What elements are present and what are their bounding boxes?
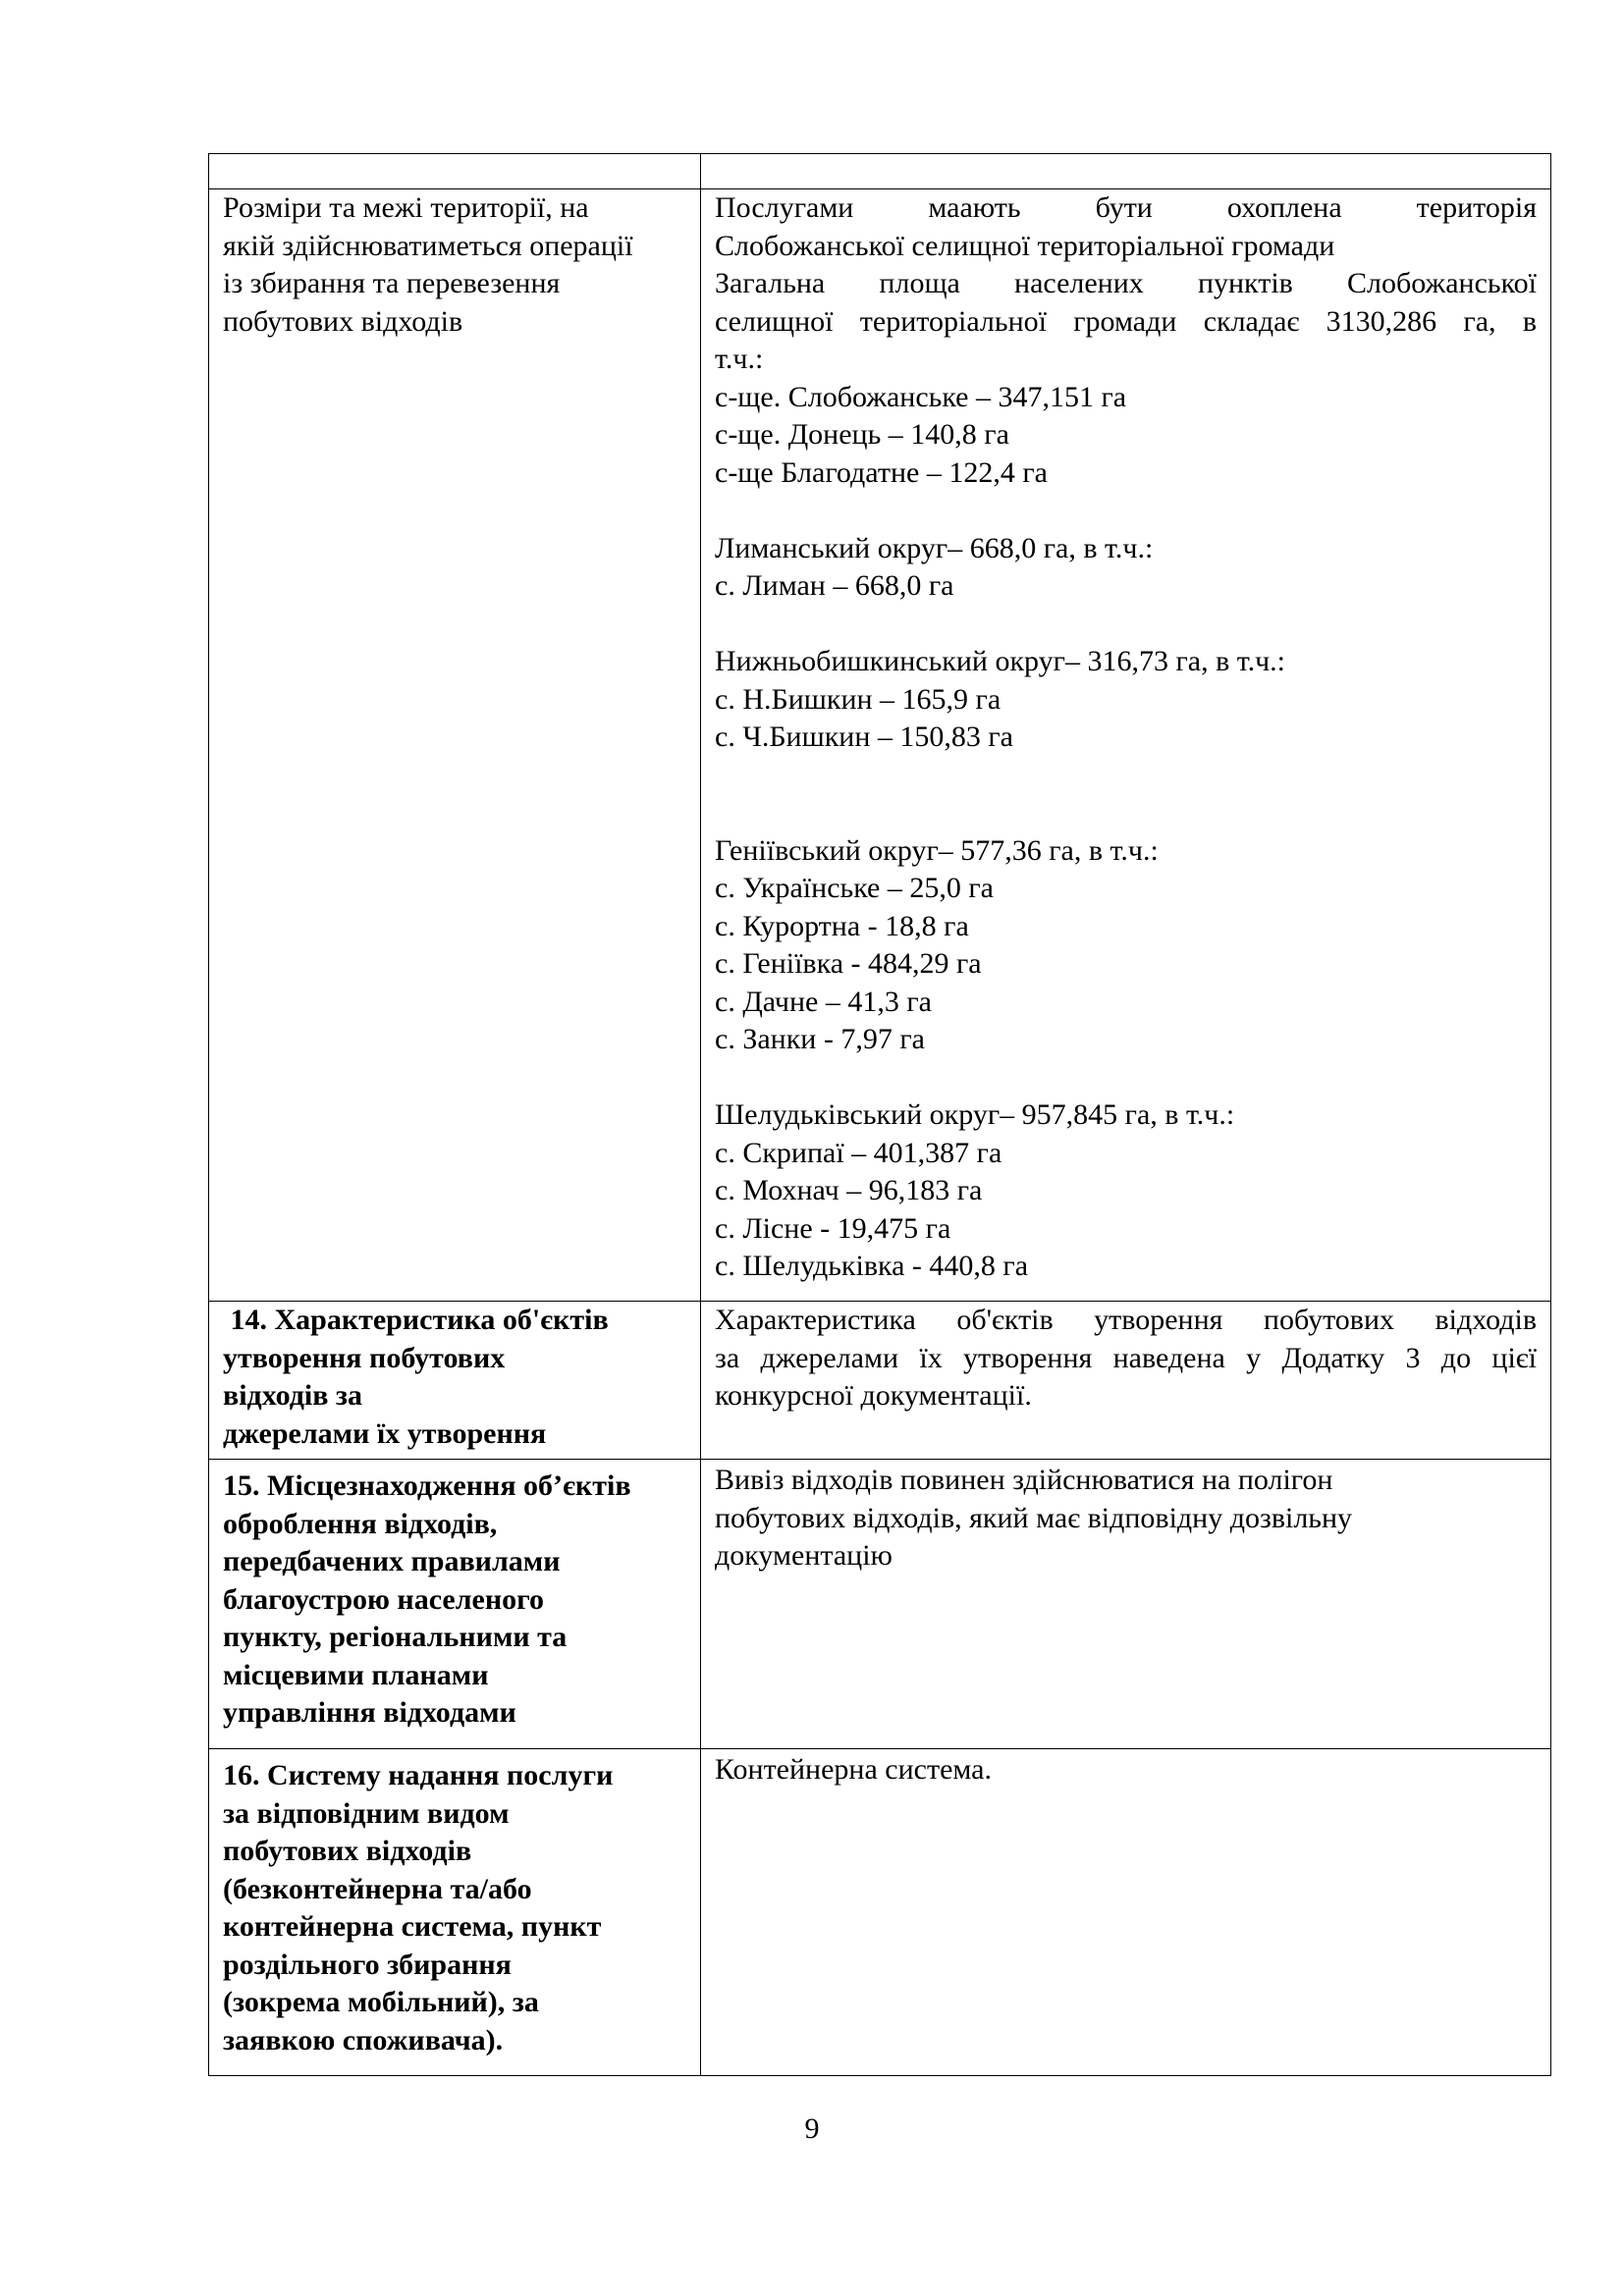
empty-cell-left	[209, 154, 701, 189]
settlement-item: с. Занки - 7,97 га	[715, 1023, 925, 1055]
settlement-item: с. Українське – 25,0 га	[715, 872, 994, 904]
row-14-label-line: джерелами їх утворення	[223, 1416, 547, 1450]
territory-total-line: селищної територіальної громади складає 3130,286 га, в	[715, 304, 1537, 338]
row-15-value-cell	[701, 1460, 1551, 1749]
row-14	[209, 1302, 1551, 1460]
row-15-label-line: управління відходами	[223, 1696, 516, 1729]
row-15-label-line: місцевими планами	[223, 1658, 489, 1691]
row-16-label-line: 16. Систему надання послуги	[223, 1759, 614, 1791]
row-16-text: Контейнерна система.	[715, 1753, 992, 1786]
territory-label-line: якій здійснюватиметься операції	[223, 229, 633, 262]
settlement-item: с. Дачне – 41,3 га	[715, 985, 932, 1018]
row-15-label-line: благоустрою населеного	[223, 1582, 545, 1616]
settlement-item: с. Курортна - 18,8 га	[715, 909, 969, 942]
settlement-item: с. Мохнач – 96,183 га	[715, 1174, 983, 1206]
settlement-item: с. Скрипаї – 401,387 га	[715, 1136, 1002, 1169]
settlement-item: с. Лісне - 19,475 га	[715, 1211, 951, 1245]
row-15-label-line: передбачених правилами	[223, 1545, 561, 1577]
settlement-item: с. Ч.Бишкин – 150,83 га	[715, 721, 1013, 753]
settlement-item: с. Геніївка - 484,29 га	[715, 947, 982, 980]
row-15-text-line: побутових відходів, який має відповідну дозвільну	[715, 1501, 1353, 1534]
row-14-label-line: 14. Характеристика об'єктів	[223, 1304, 609, 1336]
row-15-text-line: документацію	[715, 1539, 893, 1572]
settlement-item: с. Шелудьківка - 440,8 га	[715, 1250, 1029, 1282]
territory-total-line: т.ч.:	[715, 343, 764, 375]
territory-intro-line: Слобожанської селищної територіальної громади	[715, 229, 1335, 262]
district-header: Нижньобишкинський округ– 316,73 га, в т.ч.:	[715, 645, 1286, 677]
requirements-table	[208, 153, 1551, 2076]
territory-label-line: побутових відходів	[223, 304, 463, 338]
row-14-label-cell	[209, 1302, 701, 1460]
page-number: 9	[804, 2112, 820, 2145]
row-14-value-cell	[701, 1302, 1551, 1460]
row-16-label-line: контейнерна система, пункт	[223, 1910, 602, 1943]
row-14-label-line: відходів за	[223, 1379, 362, 1412]
row-16-label-line: (зокрема мобільний), за	[223, 1986, 539, 2018]
district-header: Лиманський округ– 668,0 га, в т.ч.:	[715, 531, 1154, 564]
territory-total-line: Загальна площа населених пунктів Слобожанської	[715, 267, 1537, 299]
row-16-label-line: за відповідним видом	[223, 1796, 510, 1830]
territory-label-line: із збирання та перевезення	[223, 267, 561, 299]
district-header: Шелудьківський округ– 957,845 га, в т.ч.:	[715, 1098, 1235, 1131]
settlement-item: с-ще Благодатне – 122,4 га	[715, 455, 1048, 489]
territory-value-cell	[701, 189, 1551, 1302]
settlement-item: с-ще. Слобожанське – 347,151 га	[715, 380, 1127, 413]
territory-label-line: Розміри та межі території, на	[223, 191, 589, 224]
row-14-text-line: Характеристика об'єктів утворення побутових відходів	[715, 1304, 1537, 1336]
row-16-label-line: роздільного збирання	[223, 1948, 512, 1981]
row-16-label-line: (безконтейнерна та/або	[223, 1872, 532, 1905]
row-15-label-line: 15. Місцезнаходження об’єктів	[223, 1469, 631, 1502]
row-15	[209, 1460, 1551, 1749]
row-16-label-cell	[209, 1749, 701, 2076]
row-16-label-line: заявкою споживача).	[223, 2023, 504, 2056]
territory-label-cell	[209, 189, 701, 1302]
row-15-label-line: пункту, регіональними та	[223, 1621, 568, 1653]
settlement-item: с. Н.Бишкин – 165,9 га	[715, 682, 1001, 716]
territory-row	[209, 189, 1551, 1302]
territory-intro-line: Послугами маають бути охоплена територія	[715, 191, 1537, 224]
empty-cell-right	[701, 154, 1551, 189]
row-14-label-line: утворення побутових	[223, 1341, 506, 1374]
district-header: Геніївський округ– 577,36 га, в т.ч.:	[715, 833, 1159, 867]
row-15-label-line: оброблення відходів,	[223, 1507, 498, 1540]
row-15-label-cell	[209, 1460, 701, 1749]
row-14-text-line: за джерелами їх утворення наведена у Додатку 3 до цієї	[715, 1341, 1537, 1374]
row-16-value-cell	[701, 1749, 1551, 2076]
row-16	[209, 1749, 1551, 2076]
empty-header-row	[209, 154, 1551, 189]
settlement-item: с-ще. Донець – 140,8 га	[715, 418, 1009, 451]
row-15-text-line: Вивіз відходів повинен здійснюватися на полігон	[715, 1464, 1333, 1496]
row-16-label-line: побутових відходів	[223, 1835, 472, 1867]
row-14-text-line: конкурсної документації.	[715, 1379, 1032, 1412]
settlement-item: с. Лиман – 668,0 га	[715, 569, 954, 602]
